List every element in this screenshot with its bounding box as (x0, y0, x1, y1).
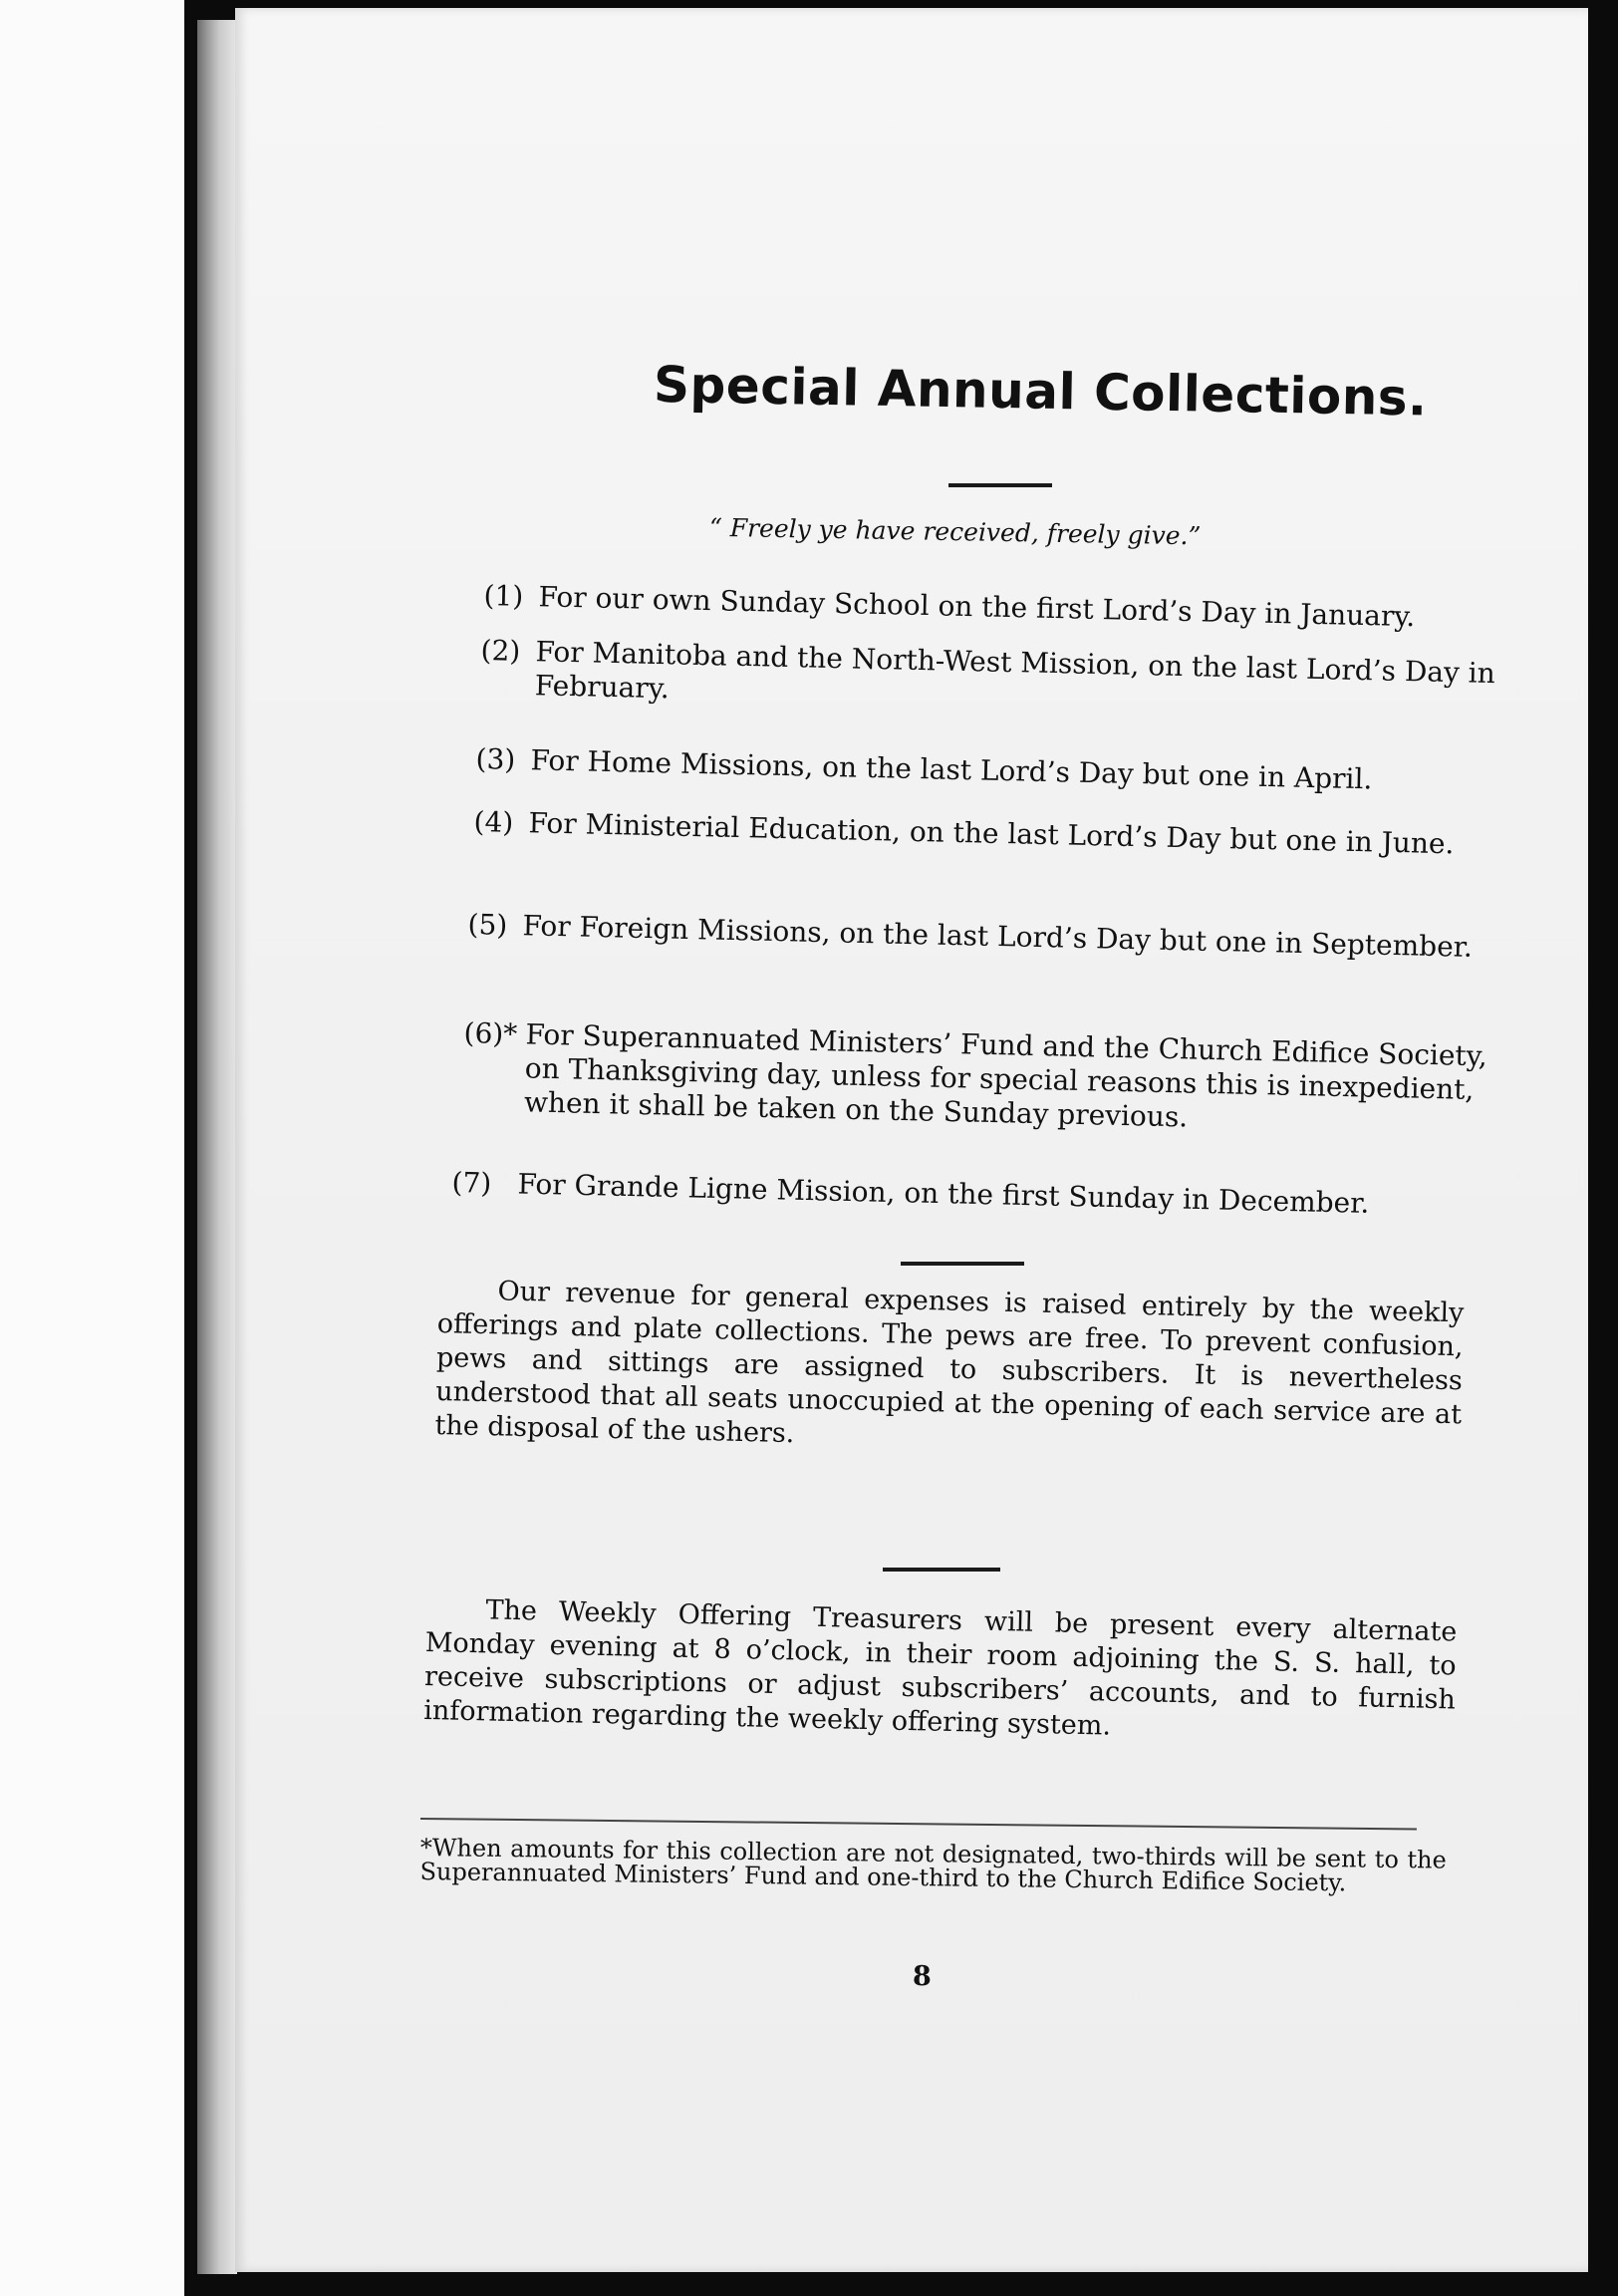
item-number: (4) (473, 805, 514, 839)
item-text: For Home Missions, on the last Lord’s Day but one in April. (530, 743, 1373, 796)
list-item (473, 805, 1520, 861)
item-text: For Foreign Missions, on the last Lord’s Day but one in September. (522, 909, 1474, 964)
item-text: For our own Sunday School on the first Lord’s Day in January. (538, 580, 1416, 634)
section-divider (901, 1262, 1024, 1266)
epigraph: “ Freely ye have received, freely give.” (708, 512, 1202, 551)
item-number: (5) (467, 908, 508, 942)
item-number: (3) (475, 742, 516, 776)
title-divider (948, 483, 1052, 487)
item-number: (1) (483, 579, 524, 613)
item-text: For Manitoba and the North-West Mission, on the last Lord’s Day in February. (534, 635, 1496, 706)
page-number: 8 (913, 1961, 932, 1992)
list-item (480, 634, 1527, 706)
item-text: For Superannuated Ministers’ Fund and the Church Edifice Society, on Thanksgiving day, unless for special reasons this is inexpedient, when it shall be taken on the Sunday previous. (523, 1017, 1488, 1134)
list-item (467, 908, 1514, 964)
document-page (235, 8, 1588, 2272)
section-divider (883, 1568, 1000, 1572)
revenue-paragraph (434, 1274, 1465, 1466)
list-item (451, 1166, 1508, 1220)
page-edge (197, 20, 237, 2274)
treasurers-paragraph (423, 1592, 1458, 1751)
item-text: For Grande Ligne Mission, on the first Sunday in December. (517, 1167, 1370, 1220)
list-item (475, 742, 1522, 796)
footnote-divider (420, 1818, 1417, 1830)
item-number: (7) (451, 1166, 492, 1200)
left-margin (0, 0, 199, 2296)
treasurers-text: The Weekly Offering Treasurers will be present every alternate Monday evening at 8 o’clock, in their room adjoining the S. S. hall, to receive subscriptions or adjust subscribers’ accounts, and to furnish information regarding the weekly offering system. (422, 1594, 1458, 1742)
list-item (463, 1016, 1520, 1134)
page-title: Special Annual Collections. (653, 355, 1429, 428)
item-text: For Ministerial Education, on the last Lord’s Day but one in June. (528, 806, 1455, 861)
list-item (483, 579, 1530, 634)
item-number: (2) (480, 634, 521, 668)
item-number: (6)* (463, 1016, 518, 1051)
revenue-text: Our revenue for general expenses is raised entirely by the weekly offerings and plate collections. The pews are free. To prevent confusion, pews and sittings are assigned to subscribers. It is nevertheless understood that all seats unoccupied at the opening of each service are at the disposal of the ushers. (434, 1276, 1465, 1450)
footnote: *When amounts for this collection are not designated, two-thirds will be sent to the Superannuated Ministers’ Fund and one-third to the Church Edifice Society. (419, 1834, 1447, 1897)
